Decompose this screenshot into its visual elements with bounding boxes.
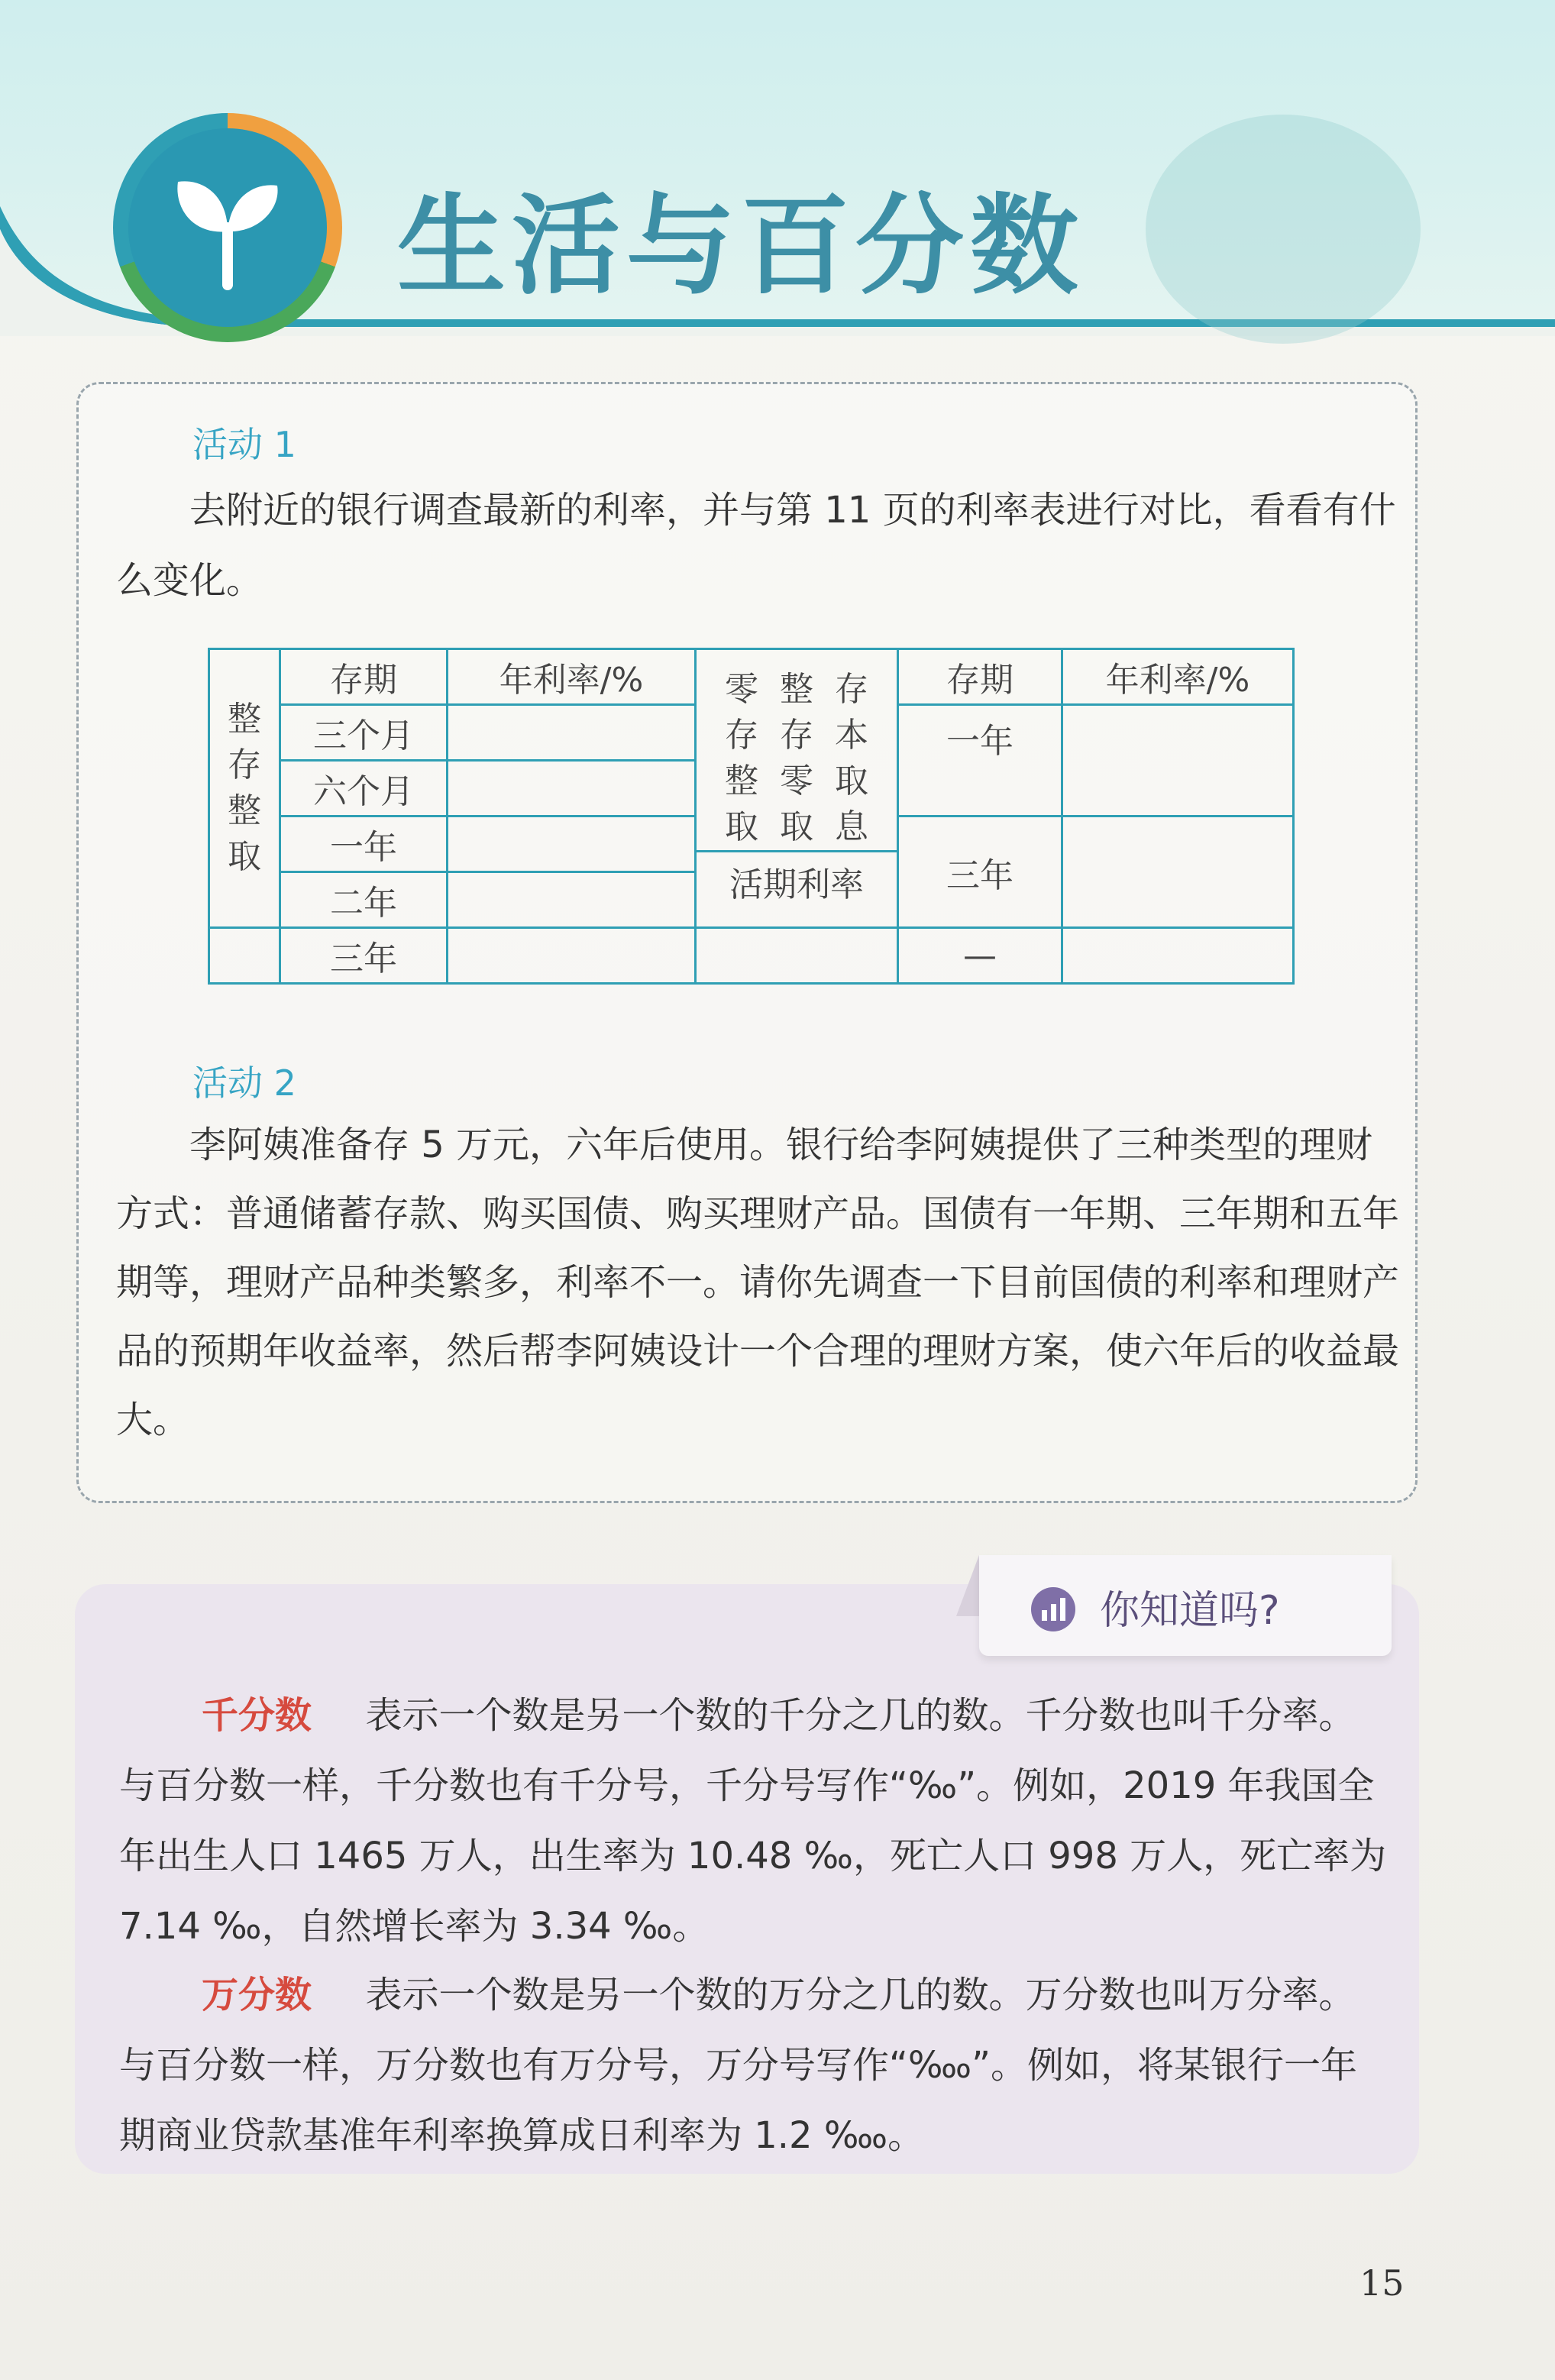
table-row-term: 二年 <box>280 872 448 928</box>
table-header-term-right: 存期 <box>898 649 1062 705</box>
activity1-text: 去附近的银行调查最新的利率，并与第 11 页的利率表进行对比，看看有什么变化。 <box>116 489 1396 602</box>
table-header-rate-right: 年利率/% <box>1062 649 1294 705</box>
table-right-group <box>696 649 898 928</box>
table-row-term-right: 一年 <box>898 705 1062 817</box>
table-rate-cell <box>448 705 696 761</box>
page-number: 15 <box>1359 2262 1405 2304</box>
table-row-term: 三年 <box>280 928 448 984</box>
permille-paragraph <box>119 1680 1387 1961</box>
chapter-number-badge <box>1146 115 1421 344</box>
table-right-group-label: 零 存 整 取 整 存 零 取 存 本 取 息 <box>725 669 868 846</box>
table-header-term: 存期 <box>280 649 448 705</box>
bar-chart-icon <box>1031 1587 1075 1631</box>
permille-term: 千分数 <box>202 1694 312 1737</box>
table-group-label: 整 存 整 取 <box>209 649 280 928</box>
permyriad-term: 万分数 <box>202 1974 312 2016</box>
table-rate-cell <box>448 761 696 817</box>
table-header-rate: 年利率/% <box>448 649 696 705</box>
table-current-term: — <box>898 928 1062 984</box>
permille-text: 表示一个数是另一个数的千分之几的数。千分数也叫千分率。与百分数一样，千分数也有千分号，千分号写作“‰”。例如，2019 年我国全年出生人口 1465 万人，出生率为 10.48 ‰，死亡人口 998 万人，死亡率为 7.14 ‰，自然增长率为 3.34 ‰。 <box>119 1694 1387 1948</box>
table-row-term: 一年 <box>280 817 448 872</box>
activity2-label: 活动 2 <box>192 1062 296 1104</box>
interest-rate-table <box>208 648 1295 985</box>
table-row-term: 六个月 <box>280 761 448 817</box>
sprout-icon <box>128 128 327 327</box>
did-you-know-title: 你知道吗? <box>1100 1588 1280 1634</box>
table-row-term-right: 三年 <box>898 817 1062 928</box>
permyriad-text: 表示一个数是另一个数的万分之几的数。万分数也叫万分率。与百分数一样，万分数也有万分号，万分号写作“‱”。例如，将某银行一年期商业贷款基准年利率换算成日利率为 1.2 ‱。 <box>119 1974 1358 2157</box>
table-row-term: 三个月 <box>280 705 448 761</box>
table-rate-cell-right <box>1062 817 1294 928</box>
table-rate-cell <box>448 872 696 928</box>
activity2-text: 李阿姨准备存 5 万元，六年后使用。银行给李阿姨提供了三种类型的理财方式：普通储蓄存款、购买国债、购买理财产品。国债有一年期、三年期和五年期等，理财产品种类繁多，利率不一。请你先调查一下目前国债的利率和理财产品的预期年收益率，然后帮李阿姨设计一个合理的理财方案，使六年后的收益最大。 <box>116 1124 1400 1441</box>
table-rate-cell <box>448 817 696 872</box>
table-current-label: 活期利率 <box>697 851 897 910</box>
table-rate-cell <box>448 928 696 984</box>
permyriad-paragraph <box>119 1960 1387 2171</box>
table-rate-cell-right <box>1062 928 1294 984</box>
tab-fold <box>956 1555 979 1616</box>
page-title: 生活与百分数 <box>397 183 1085 309</box>
activity1-label: 活动 1 <box>192 424 296 465</box>
table-rate-cell-right <box>1062 705 1294 817</box>
